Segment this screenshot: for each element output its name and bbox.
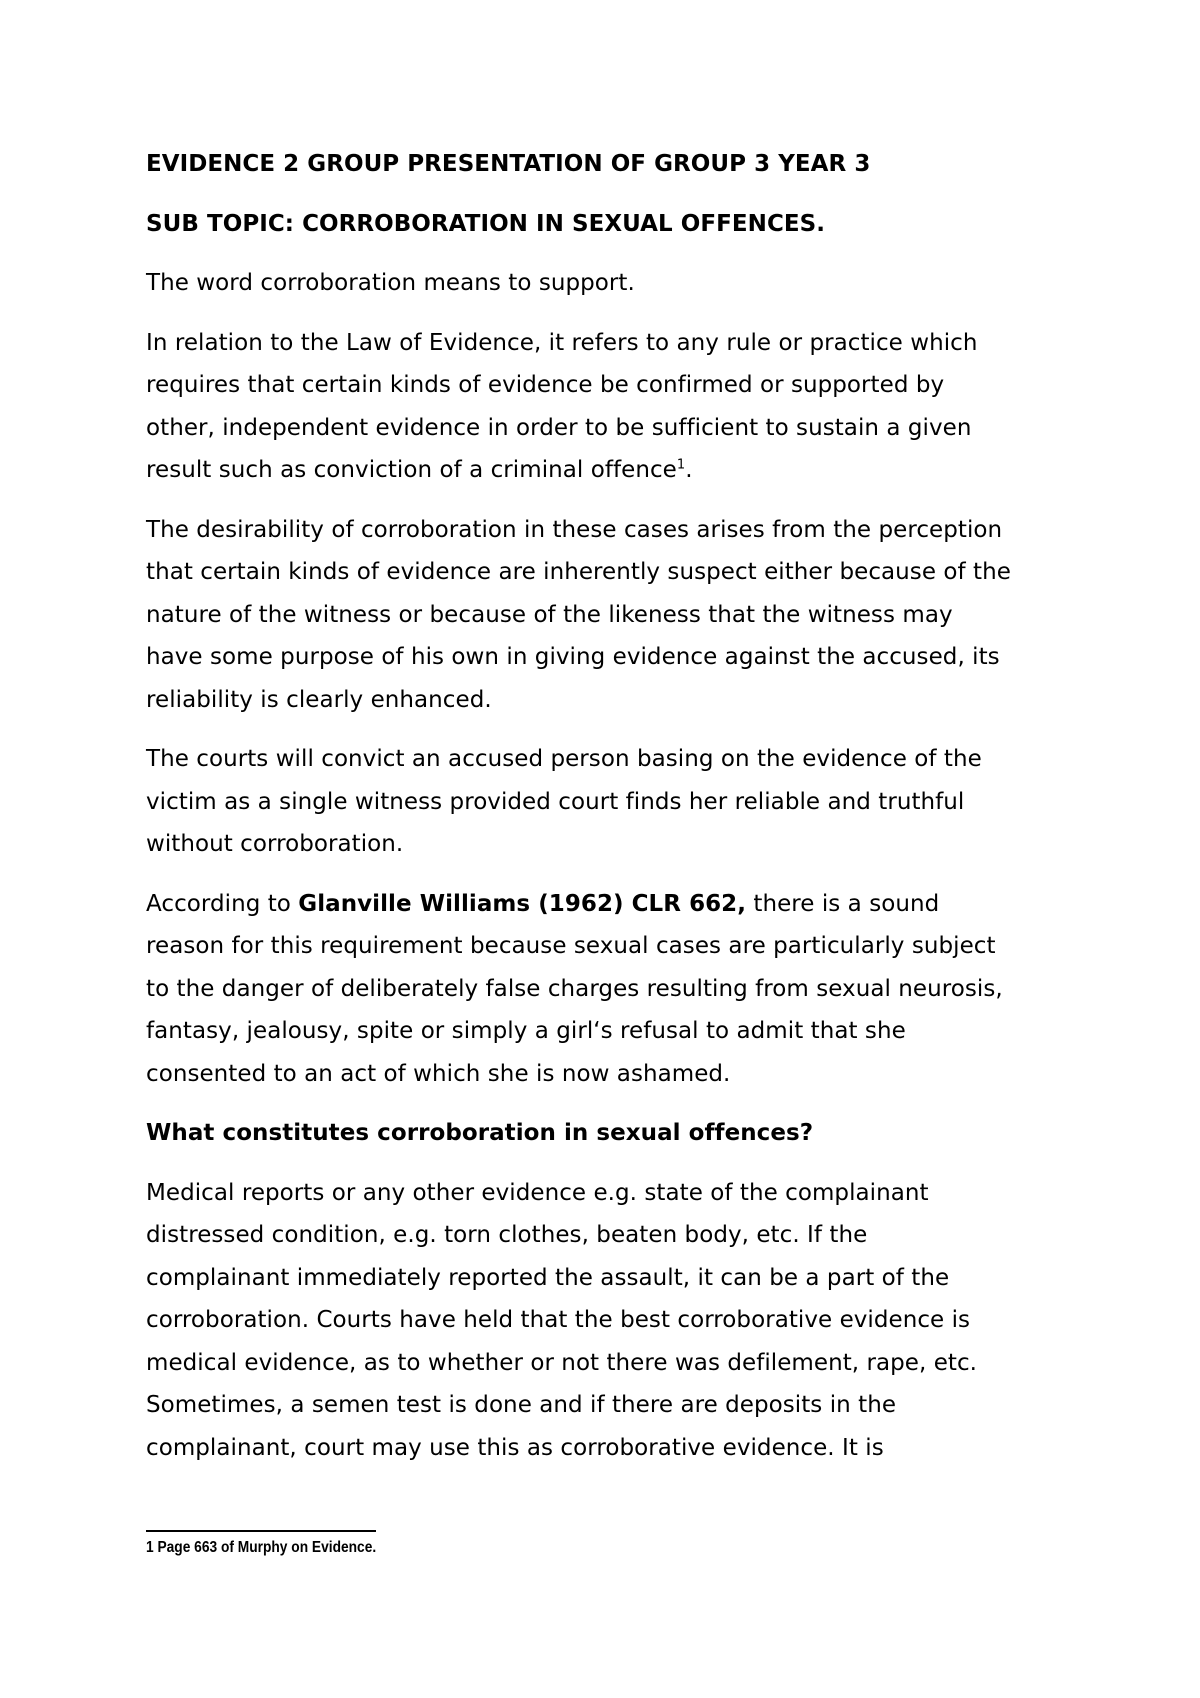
paragraph-line: The desirability of corroboration in these cases arises from the perception bbox=[146, 516, 1003, 543]
paragraph-line: The courts will convict an accused person basing on the evidence of the bbox=[146, 746, 982, 772]
paragraph-gap bbox=[146, 492, 1086, 509]
paragraph-line: requires that certain kinds of evidence be confirmed or supported by bbox=[146, 372, 945, 398]
paragraph-line: medical evidence, as to whether or not there was defilement, rape, etc. bbox=[146, 1349, 978, 1376]
footnote: 1 Page 663 of Murphy on Evidence. bbox=[146, 1539, 377, 1556]
paragraph-courts bbox=[146, 738, 1086, 866]
paragraph-line-text: there is a sound bbox=[746, 890, 940, 917]
paragraph-line: nature of the witness or because of the likeness that the witness may bbox=[146, 601, 953, 628]
paragraph-gap bbox=[146, 721, 1086, 738]
paragraph-line-end: . bbox=[685, 457, 693, 483]
paragraph-gap bbox=[146, 866, 1086, 883]
paragraph-line: reliability is clearly enhanced. bbox=[146, 686, 492, 713]
paragraph-gap bbox=[146, 186, 1086, 203]
paragraph-line: complainant immediately reported the assault, it can be a part of the bbox=[146, 1264, 950, 1291]
paragraph-line: without corroboration. bbox=[146, 831, 404, 857]
paragraph-law-of-evidence bbox=[146, 322, 1086, 492]
case-citation: Glanville Williams (1962) CLR 662, bbox=[298, 890, 747, 917]
paragraph-line-text: result such as conviction of a criminal offence bbox=[146, 457, 677, 483]
paragraph-line: to the danger of deliberately false charges resulting from sexual neurosis, bbox=[146, 975, 1003, 1002]
paragraph-line: In relation to the Law of Evidence, it refers to any rule or practice which bbox=[146, 329, 978, 356]
section-heading: What constitutes corroboration in sexual offences? bbox=[146, 1120, 814, 1146]
paragraph-line: Medical reports or any other evidence e.g. state of the complainant bbox=[146, 1179, 929, 1206]
paragraph-gap bbox=[146, 245, 1086, 262]
document-body bbox=[146, 143, 1086, 1469]
paragraph-line: complainant, court may use this as corroborative evidence. It is bbox=[146, 1434, 884, 1461]
paragraph-line bbox=[146, 883, 1086, 926]
paragraph-desirability bbox=[146, 509, 1086, 722]
paragraph-glanville-williams bbox=[146, 883, 1086, 1096]
paragraph-line: Sometimes, a semen test is done and if there are deposits in the bbox=[146, 1392, 897, 1418]
paragraph-lead-text: According to bbox=[146, 890, 299, 917]
paragraph-line: reason for this requirement because sexual cases are particularly subject bbox=[146, 933, 996, 959]
document-title: EVIDENCE 2 GROUP PRESENTATION OF GROUP 3 YEAR 3 bbox=[146, 151, 871, 177]
footnote-reference[interactable]: 1 bbox=[676, 457, 686, 473]
paragraph-line: have some purpose of his own in giving evidence against the accused, its bbox=[146, 644, 1000, 670]
paragraph-line: The word corroboration means to support. bbox=[146, 270, 635, 296]
paragraph-line: distressed condition, e.g. torn clothes, beaten body, etc. If the bbox=[146, 1222, 868, 1248]
paragraph-gap bbox=[146, 305, 1086, 322]
paragraph-gap bbox=[146, 1095, 1086, 1112]
paragraph-gap bbox=[146, 1155, 1086, 1172]
paragraph-line: victim as a single witness provided court finds her reliable and truthful bbox=[146, 788, 965, 815]
paragraph-medical-reports bbox=[146, 1172, 1086, 1470]
paragraph-line: that certain kinds of evidence are inherently suspect either because of the bbox=[146, 559, 1011, 585]
paragraph-line: consented to an act of which she is now ashamed. bbox=[146, 1060, 731, 1087]
subtopic-heading: SUB TOPIC: CORROBORATION IN SEXUAL OFFENCES. bbox=[146, 210, 826, 237]
paragraph-line bbox=[146, 449, 1086, 492]
paragraph-line: corroboration. Courts have held that the best corroborative evidence is bbox=[146, 1307, 971, 1333]
paragraph-line: fantasy, jealousy, spite or simply a girl‘s refusal to admit that she bbox=[146, 1018, 906, 1044]
paragraph-line: other, independent evidence in order to be sufficient to sustain a given bbox=[146, 414, 972, 441]
footnote-separator bbox=[146, 1530, 376, 1532]
paragraph-definition bbox=[146, 262, 1086, 305]
